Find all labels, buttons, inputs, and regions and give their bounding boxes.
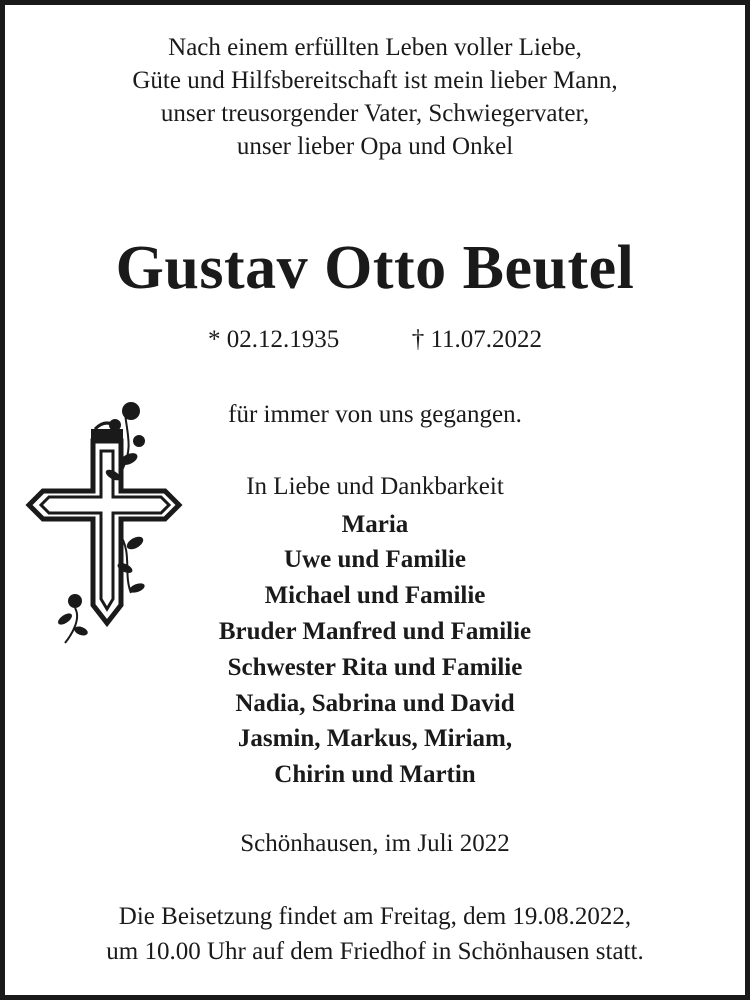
funeral-line-1: Die Beisetzung findet am Freitag, dem 19.08.2022, [118, 903, 632, 930]
deceased-name: Gustav Otto Beutel [115, 234, 635, 302]
place-and-date: Schönhausen, im Juli 2022 [240, 830, 510, 857]
mourner-name: Bruder Manfred und Familie [218, 618, 532, 645]
death-date: † 11.07.2022 [411, 326, 543, 353]
mourner-name: Nadia, Sabrina und David [235, 690, 515, 717]
intro-line-1: Nach einem erfüllten Leben voller Liebe, [168, 34, 582, 61]
life-dates [5, 325, 745, 355]
mourner-name: Jasmin, Markus, Miriam, [237, 725, 513, 752]
intro-line-2: Güte und Hilfsbereitschaft ist mein lieber Mann, [132, 67, 618, 94]
mourner-name: Chirin und Martin [274, 761, 476, 788]
thanks-text: In Liebe und Dankbarkeit [246, 473, 504, 500]
mourner-name: Michael und Familie [264, 582, 486, 609]
mourner-name: Uwe und Familie [284, 546, 466, 573]
intro-line-4: unser lieber Opa und Onkel [236, 133, 514, 160]
intro-line-3: unser treusorgender Vater, Schwiegervater, [160, 100, 590, 127]
mourner-name: Maria [341, 511, 409, 538]
passing-text: für immer von uns gegangen. [228, 401, 522, 428]
birth-date: * 02.12.1935 [207, 326, 340, 353]
funeral-line-2: um 10.00 Uhr auf dem Friedhof in Schönhausen statt. [106, 938, 644, 965]
mourner-name: Schwester Rita und Familie [227, 654, 523, 681]
